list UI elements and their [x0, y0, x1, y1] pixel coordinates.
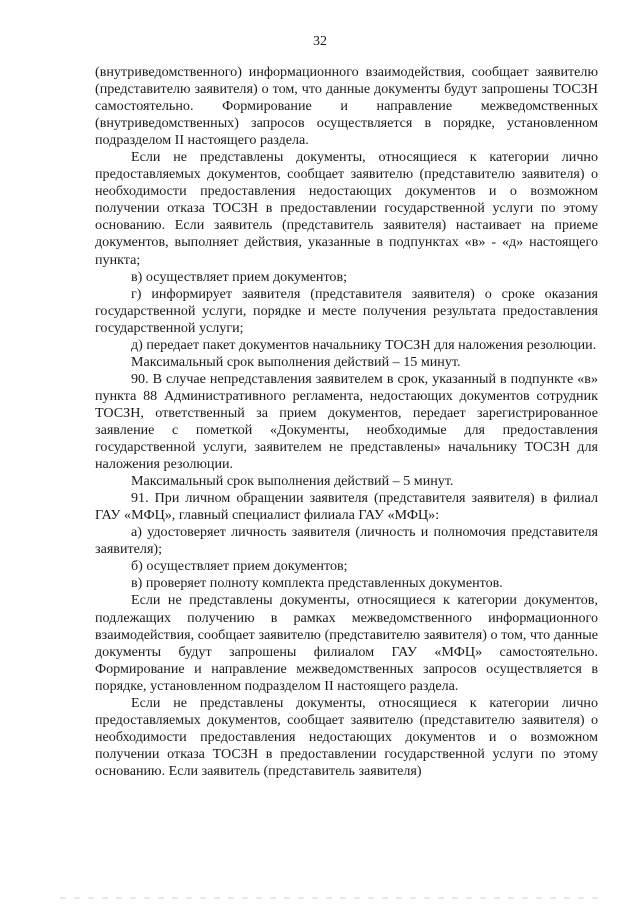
list-item-g: г) информирует заявителя (представителя заявителя) о сроке оказания государственной услуги, порядке и месте получения результата предоставления государственной услуги;	[95, 285, 598, 336]
deadline-note: Максимальный срок выполнения действий – 5 минут.	[131, 473, 454, 490]
list-item-v: в) осуществляет прием документов;	[131, 268, 348, 285]
list-item-b: б) осуществляет прием документов;	[131, 558, 348, 575]
list-item-d: д) передает пакет документов начальнику ТОСЗН для наложения резолюции.	[131, 336, 597, 353]
paragraph: Если не представлены документы, относящиеся к категории лично предоставляемых документов, сообщает заявителю (представителю заявителя) о необходимости предоставления недостающих документов и о возможном получении отказа ТОСЗН в предоставлении государственной услуги по этому основанию. Если заявитель (представитель заявителя) настаивает на приеме документов, выполняет действия, указанные в подпунктах «в» - «д» настоящего пункта;	[95, 149, 598, 268]
paragraph: Если не представлены документы, относящиеся к категории лично предоставляемых документов, сообщает заявителю (представителю заявителя) о необходимости предоставления недостающих документов и о возможном получении отказа ТОСЗН в предоставлении государственной услуги по этому основанию. Если заявитель (представитель заявителя)	[95, 694, 598, 779]
document-body	[95, 64, 598, 780]
list-item-a: а) удостоверяет личность заявителя (личность и полномочия представителя заявителя);	[95, 524, 598, 558]
page-number: 32	[313, 34, 327, 49]
paragraph-91: 91. При личном обращении заявителя (представителя заявителя) в филиал ГАУ «МФЦ», главный специалист филиала ГАУ «МФЦ»:	[95, 490, 598, 524]
paragraph-continuation: (внутриведомственного) информационного взаимодействия, сообщает заявителю (представителю заявителя) о том, что данные документы будут запрошены ТОСЗН самостоятельно. Формирование и направление межведомственных (внутриведомственных) запросов осуществляется в порядке, установленном подразделом II настоящего раздела.	[95, 64, 598, 149]
scan-artifact	[60, 897, 600, 899]
list-item-v: в) проверяет полноту комплекта представленных документов.	[131, 575, 503, 592]
paragraph-90: 90. В случае непредставления заявителем в срок, указанный в подпункте «в» пункта 88 Административного регламента, недостающих документов сотрудник ТОСЗН, ответственный за прием документов, передает зарегистрированное заявление с пометкой «Документы, необходимые для предоставления государственной услуги, заявителем не представлены» начальнику ТОСЗН для наложения резолюции.	[95, 370, 598, 473]
deadline-note: Максимальный срок выполнения действий – 15 минут.	[131, 353, 461, 370]
paragraph: Если не представлены документы, относящиеся к категории документов, подлежащих получению в рамках межведомственного информационного взаимодействия, сообщает заявителю (представителю заявителя) о том, что данные документы будут запрошены филиалом ГАУ «МФЦ» самостоятельно. Формирование и направление межведомственных запросов осуществляется в порядке, установленном подразделом II настоящего раздела.	[95, 592, 598, 694]
